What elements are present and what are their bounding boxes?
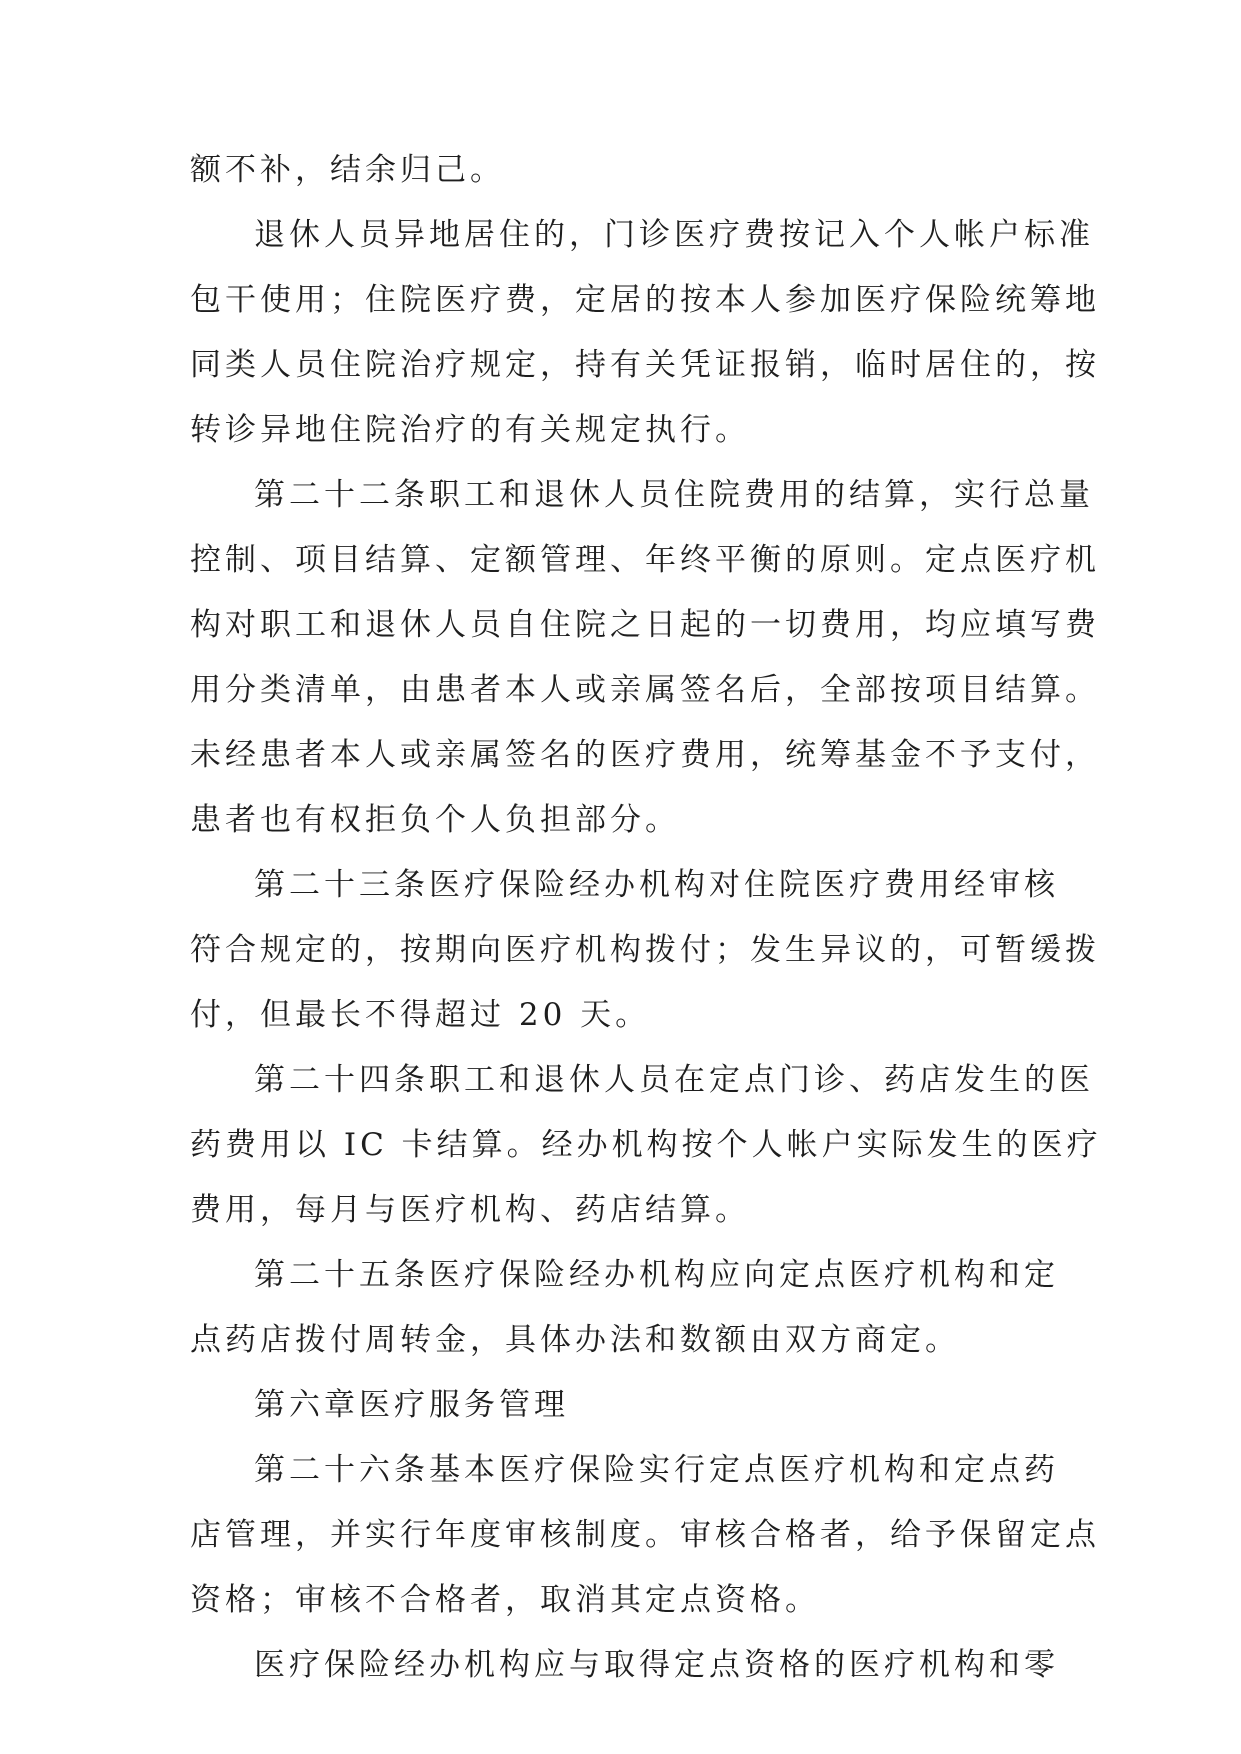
text-line: 第二十三条医疗保险经办机构对住院医疗费用经审核 (254, 867, 1059, 903)
text-line: 符合规定的，按期向医疗机构拨付；发生异议的，可暂缓拨 (190, 932, 1100, 968)
text-line: 未经患者本人或亲属签名的医疗费用，统筹基金不予支付， (190, 737, 1100, 773)
text-line: 转诊异地住院治疗的有关规定执行。 (190, 412, 750, 448)
paragraph-3 (190, 463, 1100, 853)
text-line: 店管理，并实行年度审核制度。审核合格者，给予保留定点 (190, 1517, 1100, 1553)
text-line: 退休人员异地居住的，门诊医疗费按记入个人帐户标准 (254, 217, 1094, 253)
text-line: 第二十二条职工和退休人员住院费用的结算，实行总量 (254, 477, 1094, 513)
text-line: 用分类清单，由患者本人或亲属签名后，全部按项目结算。 (190, 672, 1100, 708)
text-line: 费用，每月与医疗机构、药店结算。 (190, 1192, 750, 1228)
text-line: 额不补，结余归己。 (190, 152, 505, 188)
text-line: 同类人员住院治疗规定，持有关凭证报销，临时居住的，按 (190, 347, 1100, 383)
paragraph-6 (190, 1243, 1075, 1373)
text-line: 构对职工和退休人员自住院之日起的一切费用，均应填写费 (190, 607, 1100, 643)
paragraph-2 (190, 203, 1100, 463)
paragraph-9 (190, 1633, 1075, 1698)
text-line: 第二十六条基本医疗保险实行定点医疗机构和定点药 (254, 1452, 1059, 1488)
text-line: 包干使用；住院医疗费，定居的按本人参加医疗保险统筹地 (190, 282, 1100, 318)
text-line: 药费用以 IC 卡结算。经办机构按个人帐户实际发生的医疗 (190, 1127, 1102, 1163)
text-line: 资格；审核不合格者，取消其定点资格。 (190, 1582, 820, 1618)
chapter-title: 第六章医疗服务管理 (254, 1387, 569, 1423)
text-line: 第二十五条医疗保险经办机构应向定点医疗机构和定 (254, 1257, 1059, 1293)
text-line: 控制、项目结算、定额管理、年终平衡的原则。定点医疗机 (190, 542, 1100, 578)
paragraph-5 (190, 1048, 1102, 1243)
paragraph-4 (190, 853, 1100, 1048)
text-line: 第二十四条职工和退休人员在定点门诊、药店发生的医 (254, 1062, 1094, 1098)
text-line: 点药店拨付周转金，具体办法和数额由双方商定。 (190, 1322, 960, 1358)
paragraph-8 (190, 1438, 1100, 1633)
text-line: 患者也有权拒负个人负担部分。 (190, 802, 680, 838)
text-line: 付，但最长不得超过 20 天。 (190, 997, 651, 1033)
paragraph-1 (190, 138, 1075, 203)
document-body (190, 138, 1102, 1698)
chapter-heading (190, 1373, 1075, 1438)
text-line: 医疗保险经办机构应与取得定点资格的医疗机构和零 (254, 1647, 1059, 1683)
